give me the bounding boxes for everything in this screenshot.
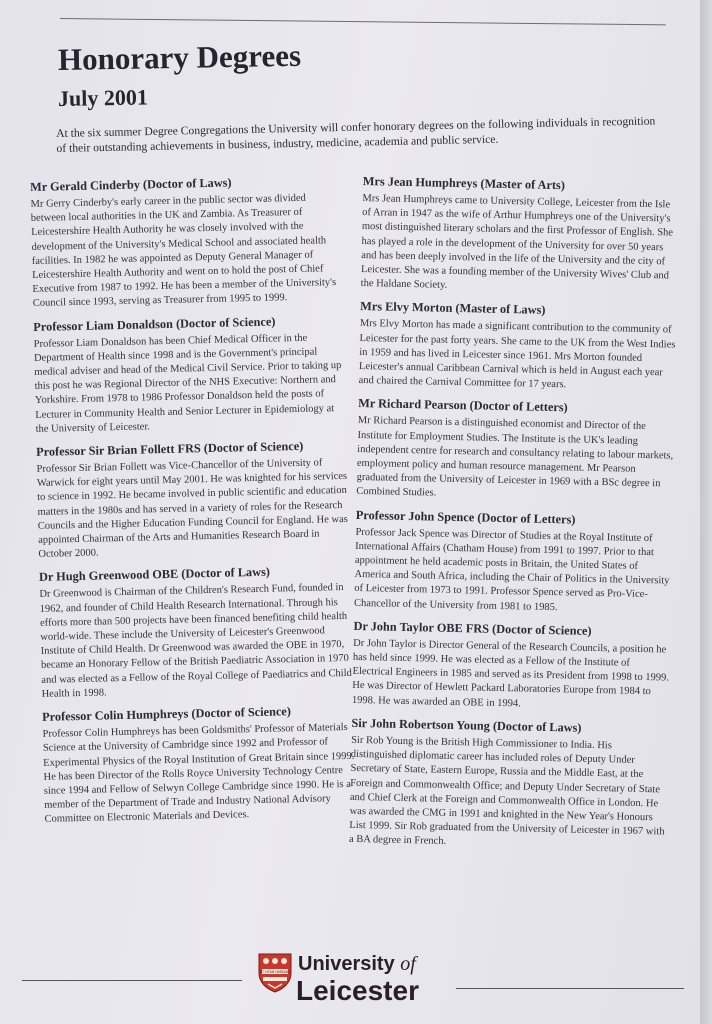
honoree-name: Dr John Taylor OBE FRS (Doctor of Science): [353, 618, 592, 638]
university-shield-icon: [258, 953, 292, 993]
page-subtitle: July 2001: [57, 84, 149, 111]
honoree-entry: [349, 716, 670, 854]
honoree-entry: [39, 563, 354, 702]
honoree-bio: Mrs Jean Humphreys came to University College, Leicester from the Isle of Arran in 1947 as the wife of Arthur Humphreys one of the University's most distinguished literary scholars and the first Professor of English. She has played a role in the development of the University for over 50 years and has been deeply involved in the life of the University and the city of Leicester. She was a founding member of the University Wives' Club and the Haldane Society.: [360, 192, 674, 292]
honoree-entry: [352, 619, 672, 715]
page-title: Honorary Degrees: [57, 37, 302, 77]
honoree-name: Dr Hugh Greenwood OBE (Doctor of Laws): [38, 565, 271, 585]
honoree-entry: [30, 173, 345, 312]
honoree-name: Mr Richard Pearson (Doctor of Letters): [358, 396, 568, 415]
honoree-name: Professor Liam Donaldson (Doctor of Science): [33, 314, 276, 334]
footer-rule-right: [456, 988, 684, 989]
honoree-entry: [356, 396, 676, 506]
footer-rule-left: [22, 980, 242, 981]
honoree-entry: [361, 174, 681, 298]
honoree-bio: Mr Gerry Cinderby's early career in the public sector was divided between local authorities in the UK and Zambia. As Treasurer of Leicestershire Health Authority he was closely involved with the development of the University's Medical School and associated health facilities. In 1982 he was appointed as Deputy General Manager of Leicestershire Health Authority and went on to hold the post of Chief Executive from 1987 to 1992. He has been a member of the University's Council since 1993, serving as Treasurer from 1995 to 1999.: [30, 192, 337, 310]
top-rule: [60, 18, 666, 25]
intro-paragraph: At the six summer Degree Congregations the University will confer honorary degrees on the following individuals in recognition of their outstanding achievements in business, industry, medicine, academia and public service.: [56, 114, 656, 155]
honoree-bio: Professor Jack Spence was Director of Studies at the Royal Institute of International Affairs (Chatham House) from 1991 to 1997. Prior to that appointment he held academic posts in Britain, the United States of America and South Africa, including the Chair of Politics in the University of Leicester from 1973 to 1991. Professor Spence served as Pro-Vice-Chancellor of the University from 1981 to 1985.: [353, 526, 670, 613]
honoree-entry: [42, 703, 357, 827]
honoree-name: Mrs Jean Humphreys (Master of Arts): [362, 174, 566, 193]
logo-wordmark-leicester: Leicester: [296, 975, 419, 1006]
right-column: [349, 174, 681, 862]
honoree-bio: Dr Greenwood is Chairman of the Children's Research Fund, founded in 1962, and founder of Child Health Research International. Through his efforts more than 500 projects have been financed benefiting child health world-wide. These include the University of Leicester's Greenwood Institute of Child Health. Dr Greenwood was awarded the OBE in 1970, became an Honorary Fellow of the British Paediatric Association in 1970 and was elected as a Fellow of the Royal College of Paediatrics and Child Health in 1998.: [39, 582, 352, 700]
honoree-name: Sir John Robertson Young (Doctor of Laws): [351, 715, 582, 735]
svg-text:UT VITAM HABEANT: UT VITAM HABEANT: [259, 970, 291, 974]
honoree-name: Mr Gerald Cinderby (Doctor of Laws): [30, 175, 232, 194]
honoree-name: Professor Sir Brian Follett FRS (Doctor of Science): [36, 438, 304, 459]
honoree-name: Mrs Elvy Morton (Master of Laws): [360, 299, 546, 318]
honoree-bio: Professor Sir Brian Follett was Vice-Chancellor of the University of Warwick for eight years until May 2001. He was knighted for his services to science in 1992. He became involved in public scientific and education matters in the 1980s and has served in a variety of roles for the Research Councils and the Higher Education Funding Council for England. He was appointed Chairman of the Arts and Humanities Research Board in October 2000.: [36, 457, 348, 561]
honoree-entry: [33, 313, 348, 437]
honoree-entry: [36, 438, 351, 562]
logo-word-of: of: [400, 953, 416, 975]
honoree-bio: Sir Rob Young is the British High Commissioner to India. His distinguished diplomatic career has included roles of Deputy Under Secretary of State, Eastern Europe, Russia and the Middle East, at the Foreign and Commonwealth Office; and Deputy Under Secretary of State and Chief Clerk at the Foreign and Commonwealth Office in London. He was awarded the CMG in 1991 and knighted in the New Year's Honours List 1999. Sir Rob graduated from the University of Leicester in 1967 with a BA degree in French.: [348, 734, 665, 848]
page-edge: [700, 0, 712, 1024]
honoree-entry: [354, 508, 674, 618]
honoree-bio: Professor Colin Humphreys has been Goldsmiths' Professor of Materials Science at the University of Cambridge since 1992 and Professor of Experimental Physics of the Royal Institution of Great Britain since 1999. He has been Director of the Rolls Royce University Technology Centre since 1994 and Fellow of Selwyn College Cambridge since 1990. He is a member of the Department of Trade and Industry National Advisory Committee on Electronic Materials and Devices.: [42, 722, 355, 826]
honoree-bio: Professor Liam Donaldson has been Chief Medical Officer in the Department of Health since 1998 and is the Government's principal medical adviser and head of the Medical Civil Service. Prior to taking up this post he was Regional Director of the NHS Executive: Northern and Yorkshire. From 1978 to 1986 Professor Donaldson held the posts of Lecturer in Community Health and Senior Lecturer in Epidemiology at the University of Leicester.: [33, 332, 342, 435]
honoree-name: Professor Colin Humphreys (Doctor of Science): [42, 704, 292, 724]
honoree-name: Professor John Spence (Doctor of Letters): [355, 507, 576, 527]
honoree-entry: [359, 299, 679, 395]
honoree-bio: Dr John Taylor is Director General of the Research Councils, a position he has held since 1999. He was elected as a Fellow of the Institute of Electrical Engineers in 1985 and served as its President from 1998 to 1999. He was Director of Hewlett Packard Laboratories Europe from 1984 to 1998. He was awarded an OBE in 1994.: [351, 637, 670, 710]
logo-word-university: University: [298, 953, 395, 975]
logo-wordmark-top: [298, 953, 416, 976]
left-column: [30, 173, 357, 835]
footer: [0, 945, 700, 1024]
honoree-bio: Mrs Elvy Morton has made a significant contribution to the community of Leicester for the past forty years. She came to the UK from the West Indies in 1959 and has lived in Leicester since 1961. Mrs Morton founded Leicester's annual Caribbean Carnival which is held in August each year and chaired the Carnival Committee for 17 years.: [358, 318, 676, 391]
honoree-bio: Mr Richard Pearson is a distinguished economist and Director of the Institute for Employment Studies. The Institute is the UK's leading independent centre for research and consultancy relating to labour markets, employment policy and human resource management. Mr Pearson graduated from the University of Leicester in 1969 with a BSc degree in Combined Studies.: [356, 415, 674, 500]
